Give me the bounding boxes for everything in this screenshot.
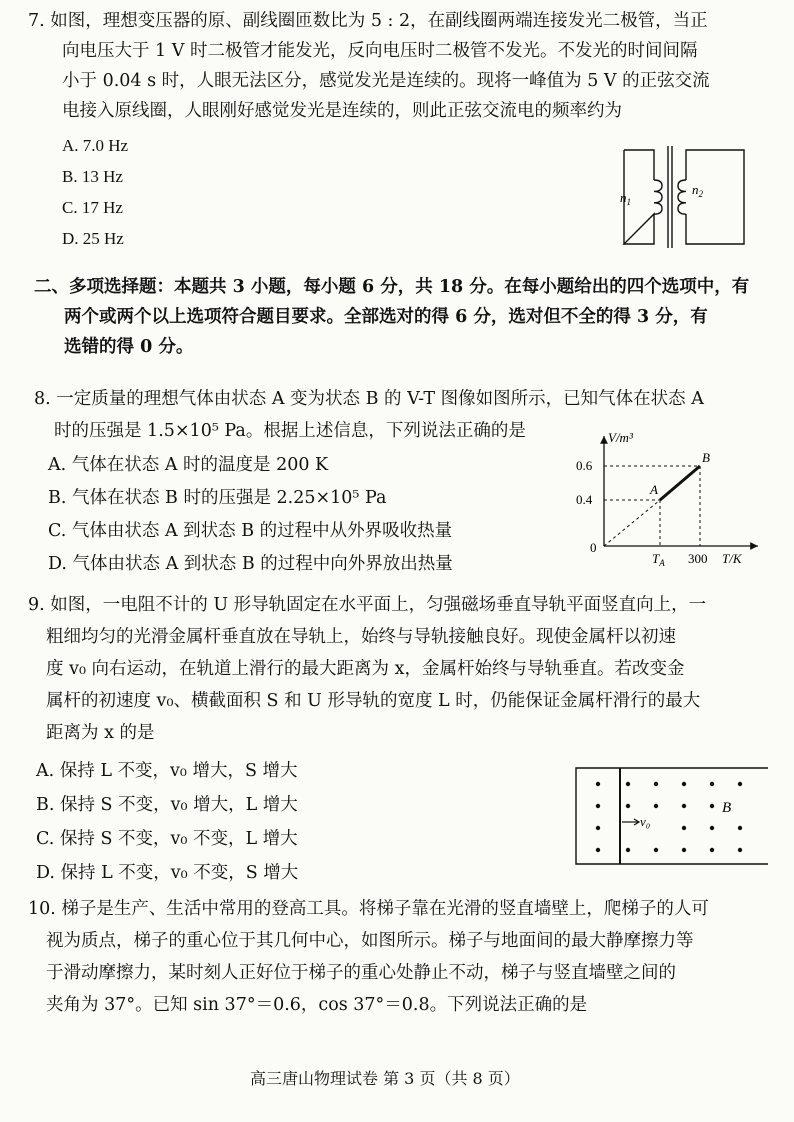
q7-option-c: C. 17 Hz — [62, 198, 123, 217]
primary-coil — [654, 180, 662, 214]
q7-line-1: 7. 如图，理想变压器的原、副线圈匝数比为 5 : 2，在副线圈两端连接发光二极管，当正 — [28, 11, 708, 31]
q8-line-2: 时的压强是 1.5×10⁵ Pa。根据上述信息，下列说法正确的是 — [54, 421, 526, 441]
q7-line-3: 小于 0.04 s 时，人眼无法区分，感觉发光是连续的。现将一峰值为 5 V 的正弦交流 — [62, 71, 710, 91]
secondary-wire — [686, 150, 744, 244]
q9-line-3: 度 v₀ 向右运动，在轨道上滑行的最大距离为 x，金属杆始终与导轨垂直。若改变金 — [46, 659, 685, 679]
x-axis-label: T/K — [722, 551, 742, 566]
q8-option-a: A. 气体在状态 A 时的温度是 200 K — [48, 455, 329, 475]
page-footer: 高三唐山物理试卷 第 3 页（共 8 页） — [250, 1069, 520, 1088]
q9-line-5: 距离为 x 的是 — [46, 723, 155, 743]
q8-line-1: 8. 一定质量的理想气体由状态 A 变为状态 B 的 V-T 图像如图所示，已知气体在状态 A — [34, 389, 704, 409]
q7-line-4: 电接入原线圈，人眼刚好感觉发光是连续的，则此正弦交流电的频率约为 — [62, 101, 622, 121]
vt-graph — [568, 428, 766, 573]
q7-line-2: 向电压大于 1 V 时二极管才能发光，反向电压时二极管不发光。不发光的时间间隔 — [62, 41, 698, 61]
x-tick-300: 300 — [688, 551, 708, 566]
field-label: B — [722, 800, 732, 816]
point-a-label: A — [650, 482, 658, 497]
y-axis-label: V/m³ — [608, 430, 633, 445]
n2-label: $n_2$ — [692, 182, 703, 199]
section2-line-3: 选错的得 0 分。 — [64, 337, 194, 357]
transformer-figure — [612, 140, 752, 252]
q9-line-2: 粗细均匀的光滑金属杆垂直放在导轨上，始终与导轨接触良好。现使金属杆以初速 — [46, 627, 676, 647]
q7-option-d: D. 25 Hz — [62, 229, 124, 248]
secondary-coil — [678, 180, 686, 214]
q7-option-a: A. 7.0 Hz — [62, 136, 129, 155]
q9-option-a: A. 保持 L 不变，v₀ 增大，S 增大 — [36, 761, 298, 781]
q8-option-c: C. 气体由状态 A 到状态 B 的过程中从外界吸收热量 — [48, 521, 453, 541]
q9-line-4: 属杆的初速度 v₀、横截面积 S 和 U 形导轨的宽度 L 时，仍能保证金属杆滑行的最大 — [46, 691, 701, 711]
section2-line-1: 二、多项选择题：本题共 3 小题，每小题 6 分，共 18 分。在每小题给出的四个选项中，有 — [34, 277, 750, 297]
x-tick-ta: $T_A$ — [652, 551, 665, 568]
q8-option-d: D. 气体由状态 A 到状态 B 的过程中向外界放出热量 — [48, 554, 453, 574]
y-tick-0-6: 0.6 — [576, 458, 593, 473]
q9-option-d: D. 保持 L 不变，v₀ 不变，S 增大 — [36, 863, 299, 883]
velocity-label: v₀ — [640, 814, 651, 829]
n1-label: $n_1$ — [620, 190, 631, 207]
q10-line-3: 于滑动摩擦力，某时刻人正好位于梯子的重心处静止不动，梯子与竖直墙壁之间的 — [46, 963, 676, 983]
q8-option-b: B. 气体在状态 B 时的压强是 2.25×10⁵ Pa — [48, 488, 387, 508]
process-line-ab — [660, 466, 700, 500]
q10-line-2: 视为质点，梯子的重心位于其几何中心，如图所示。梯子与地面间的最大静摩擦力等 — [46, 931, 694, 951]
y-tick-0-4: 0.4 — [576, 492, 593, 507]
q10-line-1: 10. 梯子是生产、生活中常用的登高工具。将梯子靠在光滑的竖直墙壁上，爬梯子的人可 — [28, 899, 709, 919]
q9-option-c: C. 保持 S 不变，v₀ 不变，L 增大 — [36, 829, 298, 849]
q10-line-4: 夹角为 37°。已知 sin 37°＝0.6，cos 37°＝0.8。下列说法正确的是 — [46, 995, 588, 1015]
point-b-label: B — [702, 450, 710, 465]
section2-line-2: 两个或两个以上选项符合题目要求。全部选对的得 6 分，选对但不全的得 3 分，有 — [64, 307, 708, 327]
q7-option-b: B. 13 Hz — [62, 167, 123, 186]
rail-figure — [568, 760, 776, 872]
origin-label: 0 — [590, 540, 597, 555]
magnetic-field-dots — [596, 782, 742, 852]
guide-origin — [604, 500, 660, 546]
q9-line-1: 9. 如图，一电阻不计的 U 形导轨固定在水平面上，匀强磁场垂直导轨平面竖直向上，一 — [28, 595, 707, 615]
q9-option-b: B. 保持 S 不变，v₀ 增大，L 增大 — [36, 795, 298, 815]
